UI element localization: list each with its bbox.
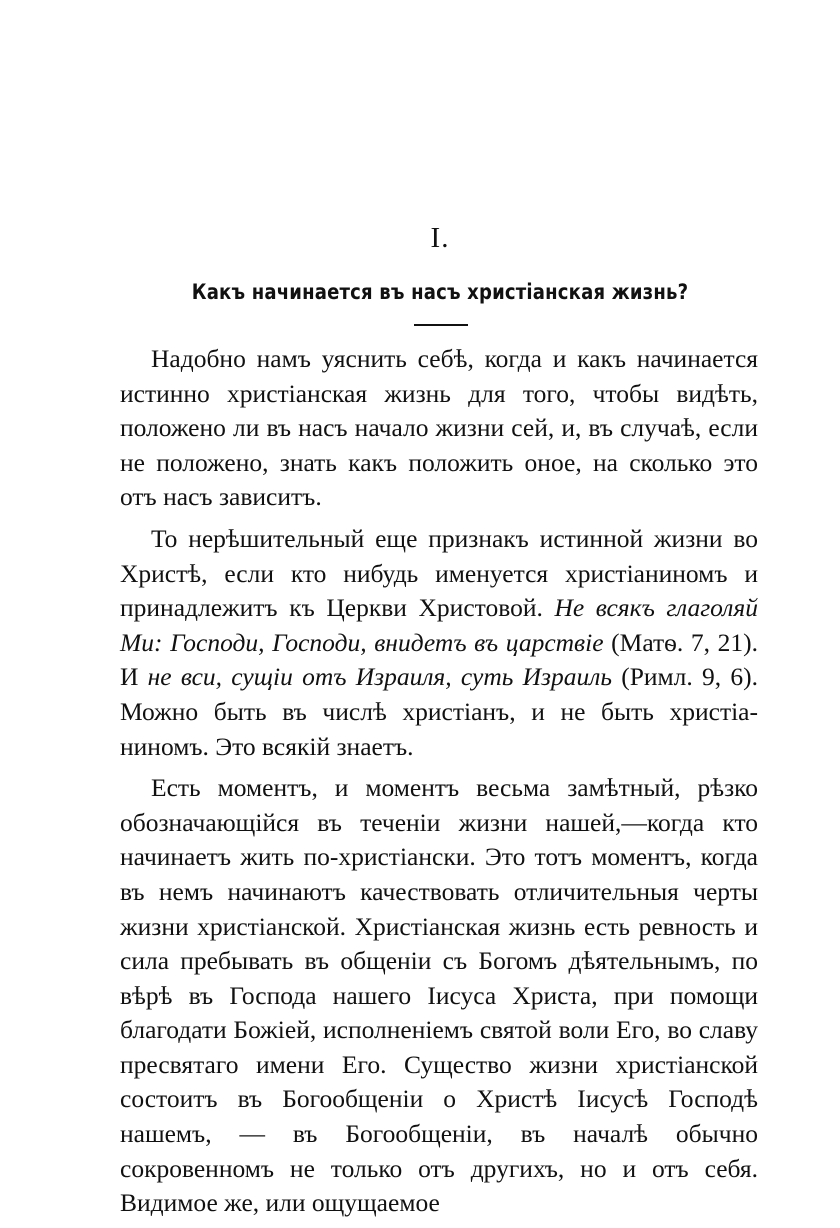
paragraph-2 (120, 522, 758, 764)
chapter-number: I. (430, 222, 450, 254)
scripture-quote-romans: не вси, сущіи отъ Израиля, суть Израиль (147, 662, 612, 692)
paragraph-2-text: То нерѣшительный еще признакъ истинной жизни во Христѣ, если кто нибудь именуется христіаниномъ и принадлежитъ къ Церкви Христовой. (120, 523, 758, 623)
citation-matthew: (Матѳ. 7, 21). И (120, 627, 758, 692)
chapter-title: Какъ начинается въ насъ христіанская жизнь? (191, 280, 689, 304)
scripture-quote-matthew: Не всякъ глаголяй Ми: Господи, Господи, внидетъ въ царствіе (120, 593, 758, 657)
paragraph-3 (120, 771, 758, 1221)
paragraph-1 (120, 342, 758, 515)
body-text (120, 342, 758, 1228)
paragraph-3-text: Есть моментъ, и моментъ весьма замѣтный, рѣзко обозначающійся въ теченіи жизни нашей,—когда кто начинаетъ жить по-христіански. Это тотъ моментъ, когда въ немъ начинаютъ качествовать отличительныя черты жизни христіанской. Христіанская жизнь есть ревность и сила пребывать въ общеніи съ Богомъ дѣятельнымъ, по вѣрѣ въ Господа нашего Іисуса Христа, при помощи благодати Божіей, исполненіемъ святой воли Его, во славу пресвятаго имени Его. Существо жизни христіанской состоитъ въ Богообщеніи о Христѣ Іисусѣ Господѣ нашемъ, — въ Богообщеніи, въ началѣ обычно сокровенномъ не только отъ другихъ, но и отъ себя. Видимое же, или ощущаемое (120, 773, 758, 1218)
paragraph-1-text: Надобно намъ уяснить себѣ, когда и какъ начинается истинно христіанская жизнь для того, чтобы видѣть, положено ли въ насъ начало жизни сей, и, въ случаѣ, если не положено, знать какъ положить оное, на сколько это отъ насъ зависитъ. (120, 344, 758, 512)
title-divider (414, 324, 468, 326)
citation-romans: (Римл. 9, 6). Можно быть въ числѣ христіанъ, и не быть христіаниномъ. Это всякій знаетъ. (120, 662, 758, 761)
